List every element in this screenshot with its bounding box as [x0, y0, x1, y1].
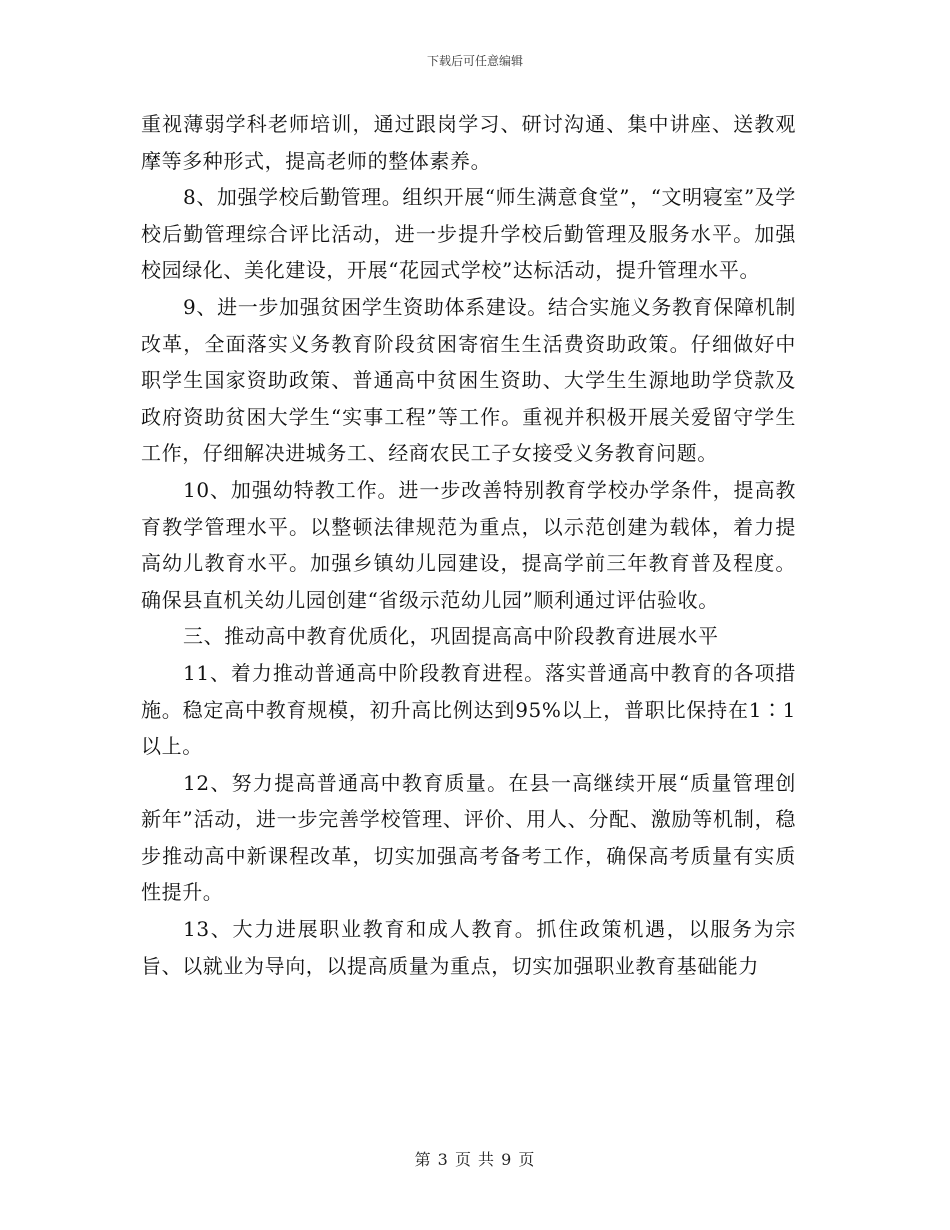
paragraph-item-9: 9、进一步加强贫困学生资助体系建设。结合实施义务教育保障机制改革，全面落实义务教育阶段贫困寄宿生生活费资助政策。仔细做好中职学生国家资助政策、普通高中贫困生资助、大学生生源地助学贷款及政府资助贫困大学生“实事工程”等工作。重视并积极开展关爱留守学生工作，仔细解决进城务工、经商农民工子女接受义务教育问题。 — [141, 294, 796, 466]
paragraph-item-11: 11、着力推动普通高中阶段教育进程。落实普通高中教育的各项措施。稳定高中教育规模，初升高比例达到95%以上，普职比保持在1∶1以上。 — [141, 660, 796, 759]
section-heading-3: 三、推动高中教育优质化，巩固提高高中阶段教育进展水平 — [183, 624, 719, 649]
paragraph-item-10: 10、加强幼特教工作。进一步改善特别教育学校办学条件，提高教育教学管理水平。以整顿法律规范为重点，以示范创建为载体，着力提高幼儿教育水平。加强乡镇幼儿园建设，提高学前三年教育普及程度。确保县直机关幼儿园创建“省级示范幼儿园”顺利通过评估验收。 — [141, 477, 796, 612]
paragraph-continuation: 重视薄弱学科老师培训，通过跟岗学习、研讨沟通、集中讲座、送教观摩等多种形式，提高老师的整体素养。 — [141, 112, 796, 173]
paragraph-item-12: 12、努力提高普通高中教育质量。在县一高继续开展“质量管理创新年”活动，进一步完善学校管理、评价、用人、分配、激励等机制，稳步推动高中新课程改革，切实加强高考备考工作，确保高考质量有实质性提升。 — [141, 770, 796, 905]
document-body — [141, 106, 796, 984]
paragraph-item-8: 8、加强学校后勤管理。组织开展“师生满意食堂”，“文明寝室”及学校后勤管理综合评比活动，进一步提升学校后勤管理及服务水平。加强校园绿化、美化建设，开展“花园式学校”达标活动，提升管理水平。 — [141, 185, 796, 283]
page-number-footer: 第 3 页 共 9 页 — [414, 1150, 536, 1169]
paragraph-item-13: 13、大力进展职业教育和成人教育。抓住政策机遇，以服务为宗旨、以就业为导向，以提高质量为重点，切实加强职业教育基础能力 — [141, 917, 796, 978]
page-header: 下载后可任意编辑 — [426, 54, 523, 68]
